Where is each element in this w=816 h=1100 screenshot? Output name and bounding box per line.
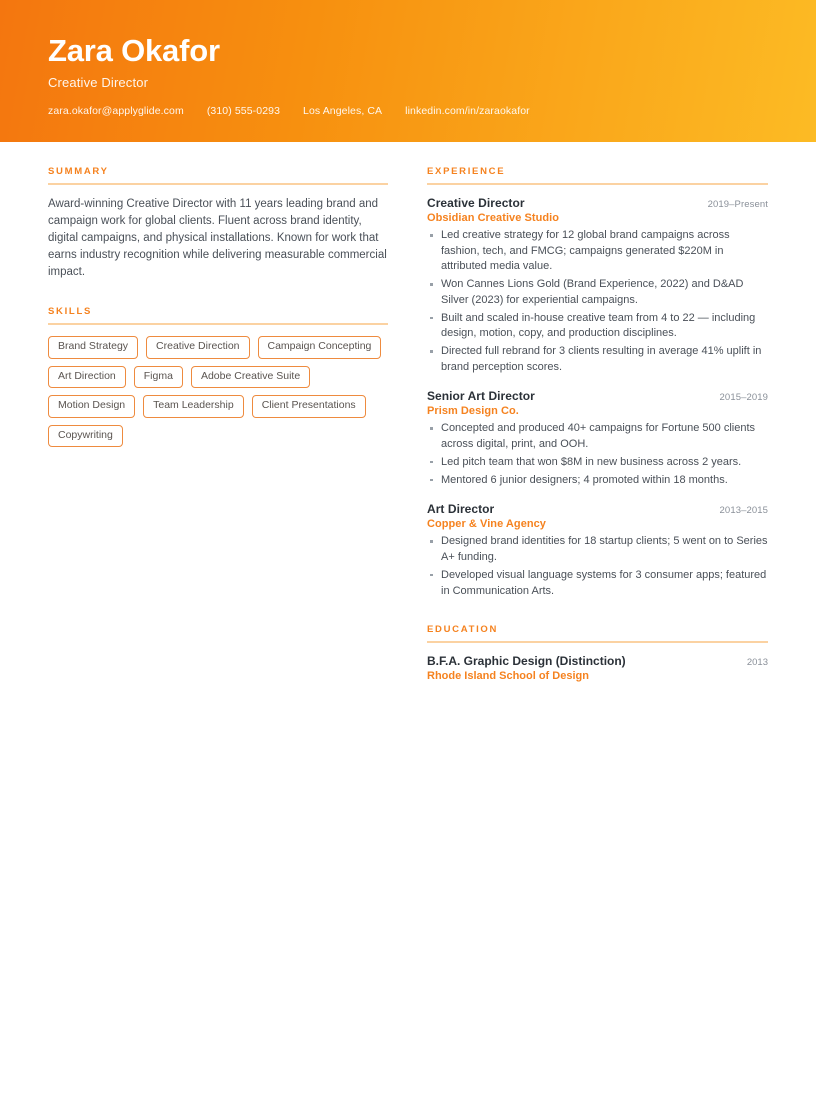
contact-row	[48, 105, 768, 117]
skill-pill: Figma	[134, 366, 183, 389]
skills-section	[48, 306, 388, 447]
experience-entry-head	[427, 389, 768, 403]
candidate-name: Zara Okafor	[48, 33, 220, 68]
education-entry-list	[427, 654, 768, 682]
contact-phone[interactable]: (310) 555-0293	[206, 105, 281, 118]
resume-body	[0, 142, 816, 722]
candidate-headline: Creative Director	[48, 75, 149, 91]
experience-bullet: Directed full rebrand for 3 clients resulting in average 41% uplift in brand perception scores.	[427, 344, 768, 375]
section-divider	[48, 183, 388, 185]
experience-organization: Prism Design Co.	[427, 405, 519, 418]
skill-pill: Team Leadership	[143, 395, 244, 418]
summary-section	[48, 166, 388, 281]
summary-section-title: SUMMARY	[48, 166, 109, 177]
contact-location[interactable]: Los Angeles, CA	[303, 105, 383, 118]
experience-organization: Copper & Vine Agency	[427, 518, 546, 531]
experience-entry	[427, 196, 768, 375]
experience-section	[427, 166, 768, 599]
experience-bullet-list	[427, 421, 768, 488]
experience-dates: 2015–2019	[719, 392, 768, 404]
right-column	[427, 166, 768, 682]
education-school: Rhode Island School of Design	[427, 670, 589, 683]
experience-entry-head	[427, 196, 768, 210]
education-degree: B.F.A. Graphic Design (Distinction)	[427, 654, 626, 669]
experience-bullet: Developed visual language systems for 3 consumer apps; featured in Communication Arts.	[427, 568, 768, 599]
experience-bullet: Won Cannes Lions Gold (Brand Experience, 2022) and D&AD Silver (2023) for experiential campaigns.	[427, 277, 768, 308]
resume-header	[0, 0, 816, 142]
contact-email[interactable]: zara.okafor@applyglide.com	[48, 105, 184, 118]
education-entry	[427, 654, 768, 682]
experience-bullet: Led creative strategy for 12 global brand campaigns across fashion, tech, and FMCG; campaigns generated $220M in attributed media value.	[427, 228, 768, 275]
experience-entry	[427, 389, 768, 488]
experience-dates: 2013–2015	[719, 505, 768, 517]
experience-bullet-list	[427, 228, 768, 375]
experience-bullet-list	[427, 534, 768, 599]
education-section	[427, 624, 768, 682]
experience-bullet: Designed brand identities for 18 startup clients; 5 went on to Series A+ funding.	[427, 534, 768, 565]
experience-bullet: Mentored 6 junior designers; 4 promoted within 18 months.	[427, 473, 768, 489]
left-column	[48, 166, 388, 447]
section-divider	[427, 641, 768, 643]
experience-role: Art Director	[427, 502, 495, 517]
education-year: 2013	[746, 657, 768, 669]
experience-entry	[427, 502, 768, 599]
experience-bullet: Concepted and produced 40+ campaigns for Fortune 500 clients across digital, print, and OOH.	[427, 421, 768, 452]
education-entry-head	[427, 654, 768, 668]
skills-section-title: SKILLS	[48, 306, 92, 318]
experience-role: Senior Art Director	[427, 389, 535, 404]
skill-pill: Creative Direction	[146, 336, 249, 359]
skill-list	[48, 336, 388, 447]
skill-pill: Copywriting	[48, 425, 123, 448]
experience-role: Creative Director	[427, 196, 525, 210]
skill-pill: Motion Design	[48, 395, 135, 418]
skill-pill: Campaign Concepting	[258, 336, 382, 359]
skill-pill: Brand Strategy	[48, 336, 138, 359]
experience-entry-head	[427, 502, 768, 516]
experience-section-title: EXPERIENCE	[427, 166, 506, 177]
education-section-title: EDUCATION	[427, 624, 499, 636]
experience-bullet: Built and scaled in-house creative team from 4 to 22 — including design, motion, copy, and production disciplines.	[427, 311, 768, 342]
summary-text: Award-winning Creative Director with 11 years leading brand and campaign work for global clients. Fluent across brand identity, digital campaigns, and physical installations. Known for work that earns industry recognition while delivering measurable commercial impact.	[48, 198, 387, 279]
experience-entry-list	[427, 196, 768, 599]
experience-dates: 2019–Present	[707, 199, 768, 210]
experience-bullet: Led pitch team that won $8M in new business across 2 years.	[427, 455, 768, 471]
skill-pill: Adobe Creative Suite	[191, 366, 310, 389]
experience-organization: Obsidian Creative Studio	[427, 212, 560, 224]
section-divider	[48, 323, 388, 325]
skill-pill: Client Presentations	[252, 395, 366, 418]
section-divider	[427, 183, 768, 185]
contact-linkedin[interactable]: linkedin.com/in/zaraokafor	[405, 105, 530, 118]
skill-pill: Art Direction	[48, 366, 126, 389]
